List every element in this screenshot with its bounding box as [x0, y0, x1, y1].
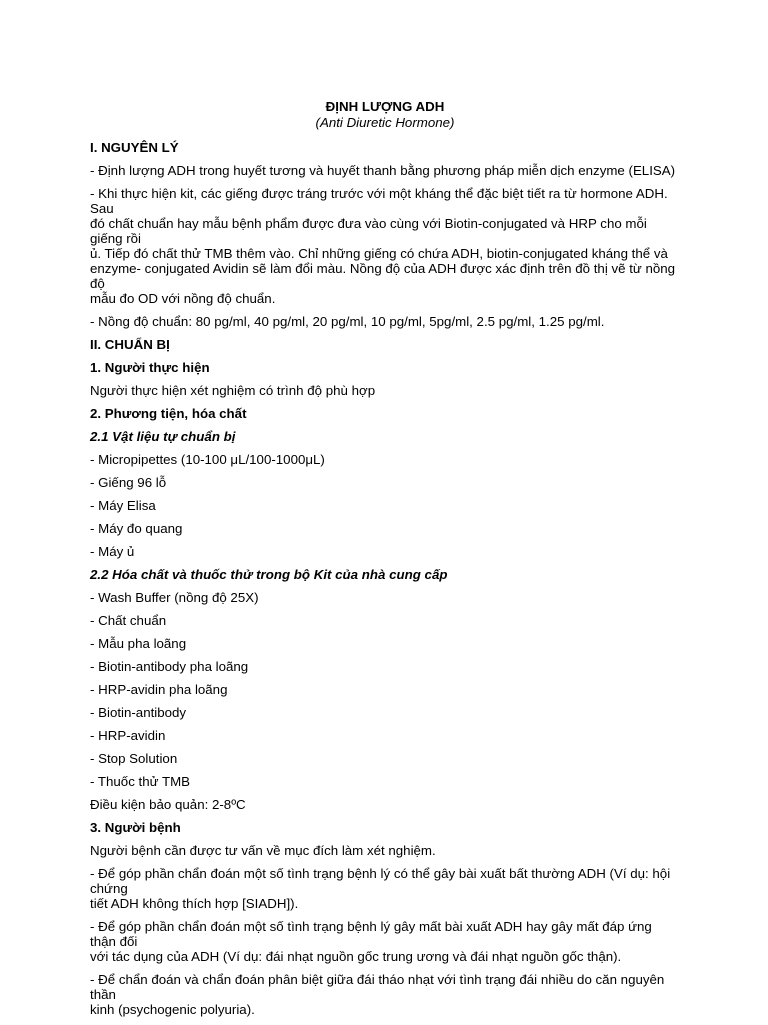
paragraph-indication-siadh	[90, 866, 680, 911]
section-heading-preparation: II. CHUẨN BỊ	[90, 337, 170, 352]
text-line: với tác dụng của ADH (Ví dụ: đái nhạt nguồn gốc trung ương và đái nhạt nguồn gốc thận).	[90, 949, 622, 964]
list-item: - Wash Buffer (nồng độ 25X)	[90, 590, 259, 605]
list-item: - Thuốc thử TMB	[90, 774, 191, 789]
list-item: - Biotin-antibody	[90, 705, 187, 720]
subsection-heading-materials: 2.1 Vật liệu tự chuẩn bị	[90, 429, 236, 444]
subsection-heading-reagents: 2.2 Hóa chất và thuốc thử trong bộ Kit của nhà cung cấp	[90, 567, 448, 582]
paragraph-patient-intro: Người bệnh cần được tư vấn về mục đích làm xét nghiệm.	[90, 843, 436, 858]
page-subtitle: (Anti Diuretic Hormone)	[315, 115, 455, 130]
paragraph-indication-diabetes-insipidus	[90, 919, 680, 964]
list-item: - Biotin-antibody pha loãng	[90, 659, 249, 674]
subsection-heading-performer: 1. Người thực hiện	[90, 360, 210, 375]
paragraph-standard-concentrations: - Nồng độ chuẩn: 80 pg/ml, 40 pg/ml, 20 pg/ml, 10 pg/ml, 5pg/ml, 2.5 pg/ml, 1.25 pg/ml.	[90, 314, 605, 329]
paragraph-kit-procedure	[90, 186, 680, 306]
text-line: - Để góp phần chẩn đoán một số tình trạng bệnh lý gây mất bài xuất ADH hay gây mất đáp ứng thận đối	[90, 919, 652, 949]
text-line: kinh (psychogenic polyuria).	[90, 1002, 255, 1017]
list-item: - Máy Elisa	[90, 498, 156, 513]
section-heading-principle: I. NGUYÊN LÝ	[90, 140, 179, 155]
list-item: - Máy ủ	[90, 544, 135, 559]
list-item: - Stop Solution	[90, 751, 178, 766]
text-line: tiết ADH không thích hợp [SIADH]).	[90, 896, 299, 911]
text-line: - Để chẩn đoán và chẩn đoán phân biệt giữa đái tháo nhạt với tình trạng đái nhiều do căn nguyên thần	[90, 972, 665, 1002]
list-item: - Chất chuẩn	[90, 613, 167, 628]
text-line: mẫu đo OD với nồng độ chuẩn.	[90, 291, 276, 306]
text-line: ủ. Tiếp đó chất thử TMB thêm vào. Chỉ những giếng có chứa ADH, biotin-conjugated kháng thể và	[90, 246, 668, 261]
document-body	[90, 99, 680, 1025]
list-item: - Mẫu pha loãng	[90, 636, 187, 651]
list-item: - HRP-avidin	[90, 728, 166, 743]
paragraph-elisa: - Định lượng ADH trong huyết tương và huyết thanh bằng phương pháp miễn dịch enzyme (ELISA)	[90, 163, 676, 178]
text-line: đó chất chuẩn hay mẫu bệnh phẩm được đưa vào cùng với Biotin-conjugated và HRP cho mỗi giếng rồi	[90, 216, 647, 246]
subsection-heading-patient: 3. Người bệnh	[90, 820, 181, 835]
list-item: - Máy đo quang	[90, 521, 183, 536]
subsection-heading-equipment: 2. Phương tiện, hóa chất	[90, 406, 247, 421]
text-line: - Khi thực hiện kit, các giếng được tráng trước với một kháng thể đặc biệt tiết ra từ hormone ADH. Sau	[90, 186, 668, 216]
text-line: - Để góp phần chẩn đoán một số tình trạng bệnh lý có thể gây bài xuất bất thường ADH (Ví dụ: hội chứng	[90, 866, 671, 896]
list-item: - HRP-avidin pha loãng	[90, 682, 228, 697]
list-item: - Micropipettes (10-100 μL/100-1000μL)	[90, 452, 325, 467]
list-item: - Giếng 96 lỗ	[90, 475, 167, 490]
page-title: ĐỊNH LƯỢNG ADH	[325, 99, 445, 114]
paragraph-performer: Người thực hiện xét nghiệm có trình độ phù hợp	[90, 383, 376, 398]
paragraph-indication-polyuria	[90, 972, 680, 1017]
text-line: enzyme- conjugated Avidin sẽ làm đổi màu. Nồng độ của ADH được xác định trên đồ thị vẽ từ nồng độ	[90, 261, 676, 291]
storage-conditions: Điều kiện bảo quản: 2-8ºC	[90, 797, 246, 812]
